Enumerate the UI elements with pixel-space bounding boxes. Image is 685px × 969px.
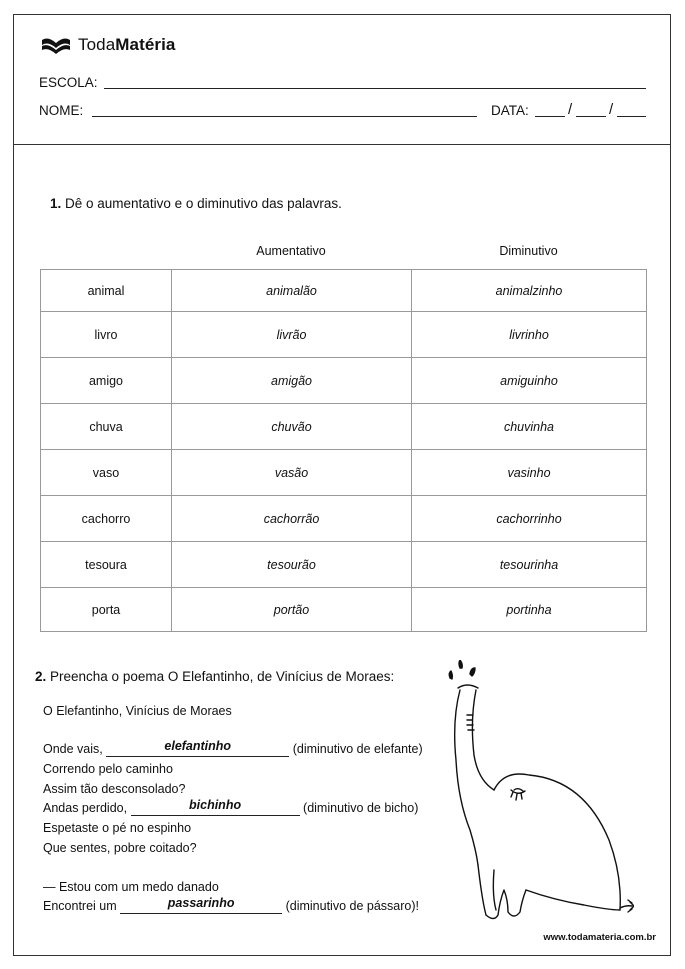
table-cell-aumentativo: livrão xyxy=(172,312,412,358)
table-cell-diminutivo: portinha xyxy=(412,588,647,632)
poem-line-8: Encontrei um passarinho (diminutivo de pássaro)! xyxy=(43,896,419,913)
table-row xyxy=(41,588,647,632)
table-cell-word: animal xyxy=(41,270,172,312)
header-divider xyxy=(14,144,670,145)
table-cell-word: amigo xyxy=(41,358,172,404)
table-row xyxy=(41,404,647,450)
table-cell-aumentativo: animalão xyxy=(172,270,412,312)
table-cell-diminutivo: animalzinho xyxy=(412,270,647,312)
table-row xyxy=(41,270,647,312)
date-separator: / xyxy=(568,101,573,118)
elephant-illustration xyxy=(434,660,634,920)
date-separator: / xyxy=(609,101,614,118)
date-month-field[interactable] xyxy=(576,116,606,117)
table-row xyxy=(41,542,647,588)
table-cell-aumentativo: tesourão xyxy=(172,542,412,588)
column-header-diminutivo: Diminutivo xyxy=(499,244,558,258)
words-table xyxy=(40,269,647,632)
table-cell-diminutivo: amiguinho xyxy=(412,358,647,404)
table-row xyxy=(41,496,647,542)
name-field[interactable] xyxy=(92,116,477,117)
poem-line-6: Que sentes, pobre coitado? xyxy=(43,841,197,855)
footer-website: www.todamateria.com.br xyxy=(543,932,656,943)
table-cell-diminutivo: livrinho xyxy=(412,312,647,358)
name-label: NOME: xyxy=(39,103,84,118)
poem-line-2: Correndo pelo caminho xyxy=(43,762,173,776)
poem-line-1: Onde vais, elefantinho (diminutivo de elefante) xyxy=(43,739,423,756)
answer-blank-3[interactable]: passarinho xyxy=(120,900,282,914)
todamateria-logo-icon xyxy=(40,36,72,54)
poem-line-4: Andas perdido, bichinho (diminutivo de bicho) xyxy=(43,798,419,815)
table-row xyxy=(41,450,647,496)
poem-line-7: — Estou com um medo danado xyxy=(43,880,219,894)
date-year-field[interactable] xyxy=(617,116,646,117)
table-cell-aumentativo: cachorrão xyxy=(172,496,412,542)
table-row xyxy=(41,358,647,404)
brand-logo xyxy=(40,35,176,55)
poem-title: O Elefantinho, Vinícius de Moraes xyxy=(43,704,232,718)
table-cell-aumentativo: vasão xyxy=(172,450,412,496)
table-cell-diminutivo: chuvinha xyxy=(412,404,647,450)
school-field[interactable] xyxy=(104,88,646,89)
table-cell-diminutivo: vasinho xyxy=(412,450,647,496)
worksheet xyxy=(13,14,671,956)
table-cell-word: tesoura xyxy=(41,542,172,588)
table-cell-word: chuva xyxy=(41,404,172,450)
column-header-aumentativo: Aumentativo xyxy=(256,244,326,258)
table-cell-aumentativo: amigão xyxy=(172,358,412,404)
table-row xyxy=(41,312,647,358)
table-cell-diminutivo: cachorrinho xyxy=(412,496,647,542)
date-label: DATA: xyxy=(491,103,529,118)
poem-line-5: Espetaste o pé no espinho xyxy=(43,821,192,835)
table-cell-word: livro xyxy=(41,312,172,358)
table-cell-word: vaso xyxy=(41,450,172,496)
brand-name: TodaMatéria xyxy=(78,35,176,54)
answer-blank-2[interactable]: bichinho xyxy=(131,802,300,816)
table-cell-aumentativo: portão xyxy=(172,588,412,632)
table-cell-aumentativo: chuvão xyxy=(172,404,412,450)
table-cell-word: cachorro xyxy=(41,496,172,542)
question-2-title: 2. Preencha o poema O Elefantinho, de Vinícius de Moraes: xyxy=(35,669,395,684)
date-day-field[interactable] xyxy=(535,116,565,117)
table-cell-word: porta xyxy=(41,588,172,632)
question-1-title: 1. Dê o aumentativo e o diminutivo das palavras. xyxy=(50,196,342,211)
answer-blank-1[interactable]: elefantinho xyxy=(106,743,289,757)
poem-line-3: Assim tão desconsolado? xyxy=(43,782,186,796)
school-label: ESCOLA: xyxy=(39,75,98,90)
table-cell-diminutivo: tesourinha xyxy=(412,542,647,588)
